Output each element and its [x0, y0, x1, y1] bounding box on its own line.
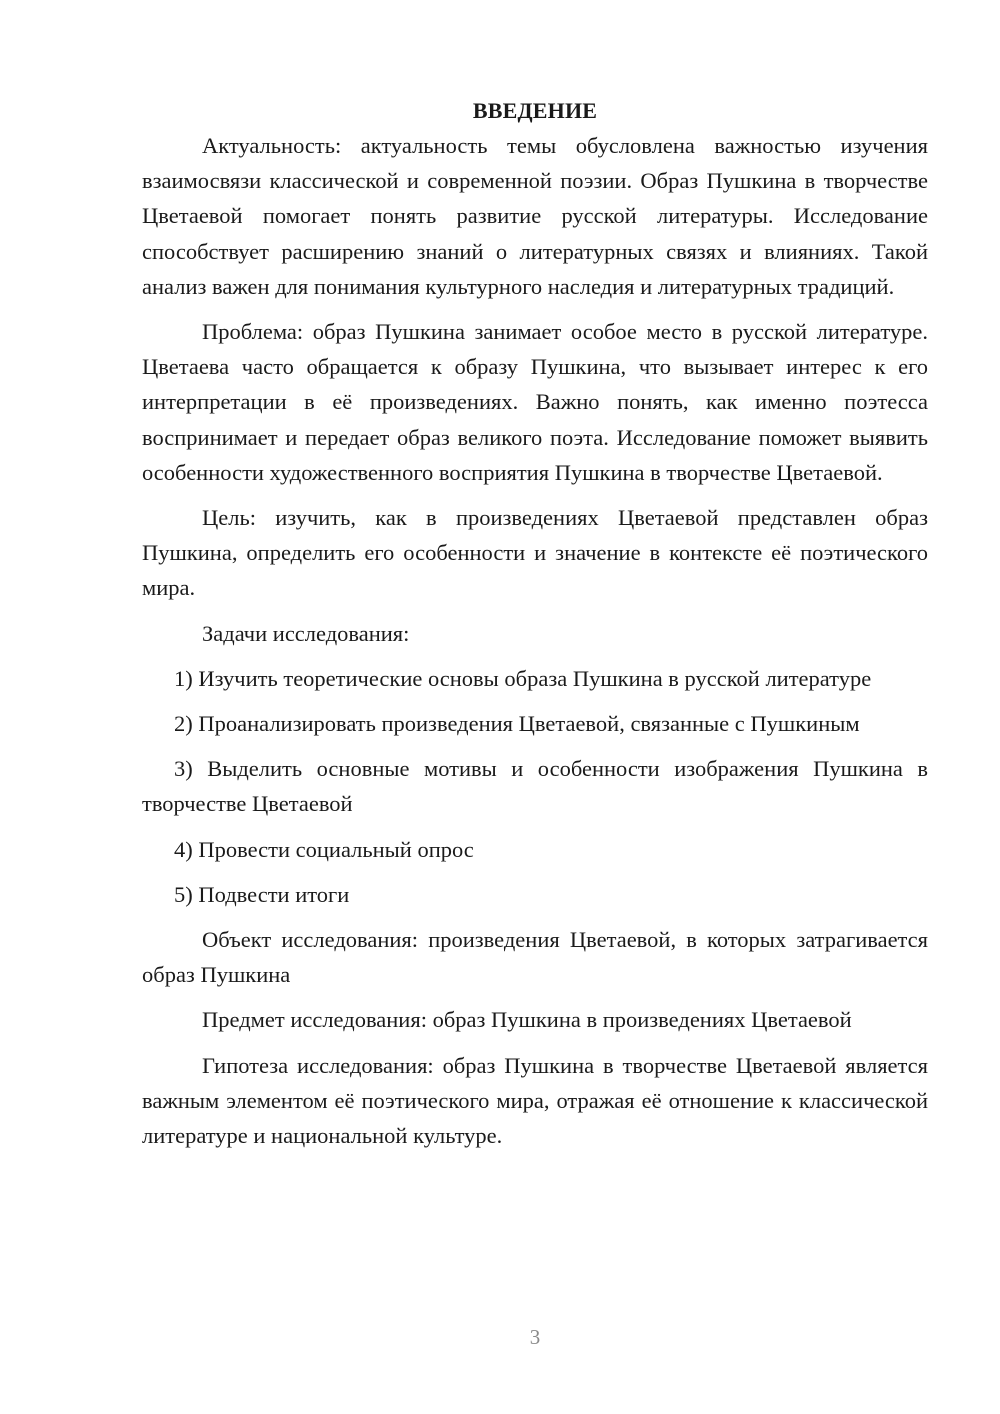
task-item-4: 4) Провести социальный опрос [174, 836, 474, 862]
paragraph-goal: Цель: изучить, как в произведениях Цветаевой представлен образ Пушкина, определить его особенности и значение в контексте её поэтического мира. [142, 505, 928, 601]
paragraph-relevance: Актуальность: актуальность темы обусловлена важностью изучения взаимосвязи классической и современной поэзии. Образ Пушкина в творчестве Цветаевой помогает понять развитие русской литературы. Исследование способствует расширению знаний о литературных связях и влияниях. Такой анализ важен для понимания культурного наследия и литературных традиций. [142, 133, 928, 299]
paragraph-object: Объект исследования: произведения Цветаевой, в которых затрагивается образ Пушкина [142, 927, 928, 988]
page-title: ВВЕДЕНИЕ [472, 98, 598, 123]
page-number: 3 [529, 1325, 541, 1349]
paragraph-problem: Проблема: образ Пушкина занимает особое место в русской литературе. Цветаева часто обращается к образу Пушкина, что вызывает интерес к его интерпретации в её произведениях. Важно понять, как именно поэтесса воспринимает и передает образ великого поэта. Исследование поможет выявить особенности художественного восприятия Пушкина в творчестве Цветаевой. [142, 319, 928, 485]
paragraph-hypothesis: Гипотеза исследования: образ Пушкина в творчестве Цветаевой является важным элементом её поэтического мира, отражая её отношение к классической литературе и национальной культуре. [142, 1052, 928, 1149]
document-page [142, 96, 928, 1163]
task-item-3: 3) Выделить основные мотивы и особенности изображения Пушкина в творчестве Цветаевой [142, 756, 928, 817]
paragraph-tasks-heading: Задачи исследования: [202, 620, 410, 646]
task-item-1: 1) Изучить теоретические основы образа Пушкина в русской литературе [174, 665, 872, 691]
task-item-5: 5) Подвести итоги [174, 881, 350, 907]
task-item-2: 2) Проанализировать произведения Цветаевой, связанные с Пушкиным [174, 711, 860, 737]
paragraph-subject: Предмет исследования: образ Пушкина в произведениях Цветаевой [202, 1007, 852, 1033]
